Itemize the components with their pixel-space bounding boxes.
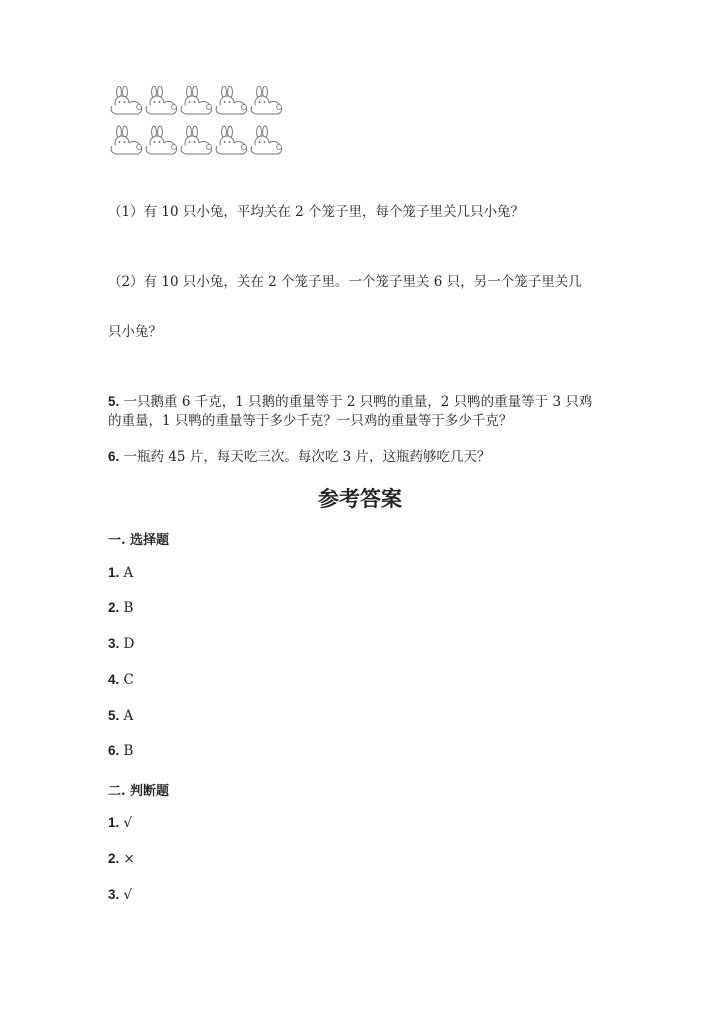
answer-number: 3. (108, 887, 120, 902)
question-text: 一瓶药 45 片，每天吃三次。每次吃 3 片，这瓶药够吃几天？ (119, 449, 491, 465)
rabbits-illustration (108, 86, 288, 166)
question-text: 一只鹅重 6 千克，1 只鹅的重量等于 2 只鸭的重量，2 只鸭的重量等于 3 只鸡 (119, 394, 593, 410)
question-4-sub-2-line-1: （2）有 10 只小兔，关在 2 个笼子里。一个笼子里关 6 只，另一个笼子里关几 (108, 274, 582, 290)
answer-number: 5. (108, 708, 120, 723)
answer-item (108, 888, 132, 903)
answers-title: 参考答案 (318, 486, 402, 511)
section-judgement-title: 二. 判断题 (108, 784, 170, 799)
answer-value: D (119, 636, 135, 652)
answer-value: A (119, 708, 134, 724)
answer-number: 1. (108, 565, 120, 580)
answer-item (108, 637, 134, 652)
answer-item (108, 744, 133, 759)
question-4-sub-2-line-2: 只小兔？ (108, 324, 162, 340)
answer-number: 2. (108, 600, 120, 615)
answer-value: √ (119, 815, 133, 831)
answer-number: 6. (108, 743, 120, 758)
answer-item (108, 709, 133, 724)
answer-value: √ (119, 887, 133, 903)
answer-item (108, 852, 135, 867)
answer-value: C (119, 672, 134, 688)
question-number: 5. (108, 394, 120, 409)
section-choice-title: 一. 选择题 (108, 533, 170, 548)
answer-number: 3. (108, 636, 120, 651)
answer-value: × (119, 851, 135, 867)
answer-item (108, 566, 133, 581)
answer-number: 4. (108, 672, 120, 687)
answer-item (108, 601, 133, 616)
answer-value: A (119, 565, 134, 581)
answer-item (108, 816, 132, 831)
question-5-line-2: 的重量，1 只鸭的重量等于多少千克？一只鸡的重量等于多少千克？ (108, 413, 513, 429)
question-4-sub-1: （1）有 10 只小兔，平均关在 2 个笼子里，每个笼子里关几只小兔？ (108, 204, 525, 220)
question-number: 6. (108, 449, 120, 464)
answer-number: 2. (108, 851, 120, 866)
answer-item (108, 673, 134, 688)
answer-value: B (119, 743, 134, 759)
question-6 (108, 450, 491, 465)
answer-value: B (119, 600, 134, 616)
question-5-line-1 (108, 395, 592, 410)
answer-number: 1. (108, 815, 120, 830)
